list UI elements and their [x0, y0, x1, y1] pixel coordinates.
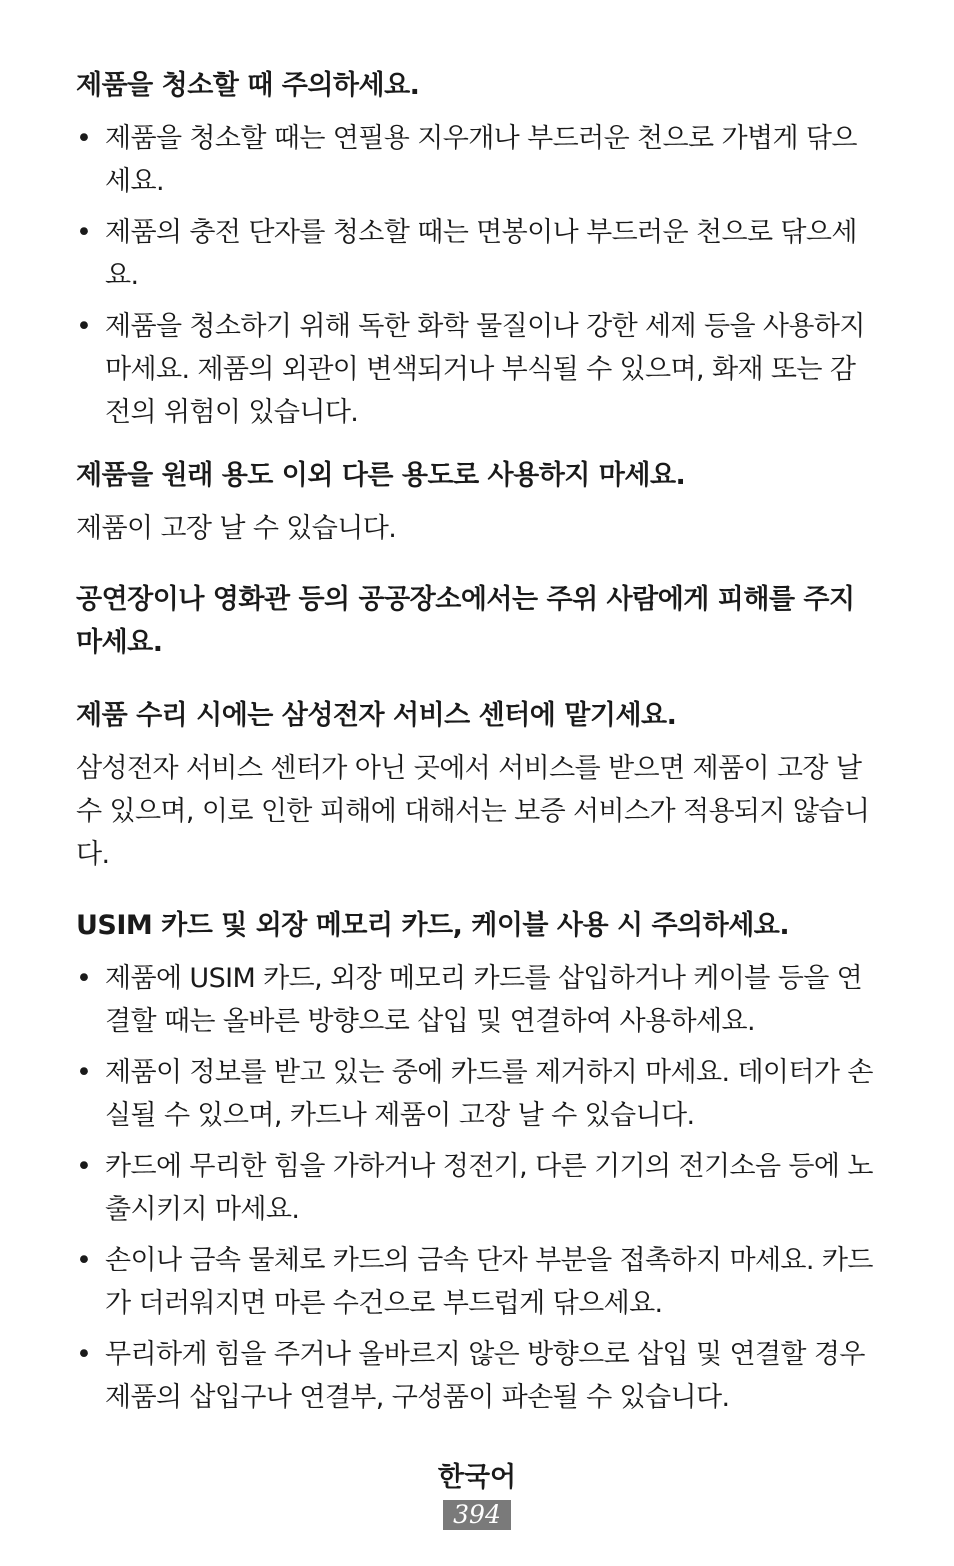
- list-item: [76, 305, 876, 434]
- list-item-text: 카드에 무리한 힘을 가하거나 정전기, 다른 기기의 전기소음 등에 노출시키지 마세요.: [105, 1151, 873, 1225]
- section-heading: 제품을 청소할 때 주의하세요.: [76, 70, 420, 101]
- list-item: [76, 211, 876, 297]
- bullet-list: [76, 117, 876, 434]
- list-item-text: 제품에 USIM 카드, 외장 메모리 카드를 삽입하거나 케이블 등을 연결할 때는 올바른 방향으로 삽입 및 연결하여 사용하세요.: [105, 963, 863, 1037]
- section-cleaning: [76, 64, 876, 434]
- list-item: [76, 1051, 876, 1137]
- list-item: [76, 1239, 876, 1325]
- list-item: [76, 1145, 876, 1231]
- section-cards-cables: [76, 904, 876, 1419]
- section-heading: USIM 카드 및 외장 메모리 카드, 케이블 사용 시 주의하세요.: [76, 910, 790, 941]
- list-item-text: 무리하게 힘을 주거나 올바르지 않은 방향으로 삽입 및 연결할 경우 제품의 삽입구나 연결부, 구성품이 파손될 수 있습니다.: [105, 1339, 865, 1413]
- bullet-icon: •: [76, 963, 92, 994]
- list-item-text: 제품이 정보를 받고 있는 중에 카드를 제거하지 마세요. 데이터가 손실될 수 있으며, 카드나 제품이 고장 날 수 있습니다.: [105, 1057, 873, 1131]
- bullet-icon: •: [76, 217, 92, 248]
- manual-content: [76, 64, 876, 1439]
- bullet-icon: •: [76, 1245, 92, 1276]
- bullet-icon: •: [76, 1151, 92, 1182]
- footer-language: 한국어: [437, 1462, 517, 1493]
- list-item-text: 제품을 청소하기 위해 독한 화학 물질이나 강한 세제 등을 사용하지 마세요. 제품의 외관이 변색되거나 부식될 수 있으며, 화재 또는 감전의 위험이 있습니다.: [105, 311, 865, 428]
- bullet-icon: •: [76, 1339, 92, 1370]
- section-heading: 제품 수리 시에는 삼성전자 서비스 센터에 맡기세요.: [76, 700, 677, 731]
- section-heading: 공연장이나 영화관 등의 공공장소에서는 주위 사람에게 피해를 주지 마세요.: [76, 584, 855, 658]
- page-footer: [0, 1458, 954, 1530]
- list-item: [76, 117, 876, 203]
- list-item-text: 손이나 금속 물체로 카드의 금속 단자 부분을 접촉하지 마세요. 카드가 더러워지면 마른 수건으로 부드럽게 닦으세요.: [105, 1245, 873, 1319]
- list-item: [76, 1333, 876, 1419]
- bullet-icon: •: [76, 123, 92, 154]
- section-intended-use: [76, 454, 876, 550]
- section-text: 제품이 고장 날 수 있습니다.: [76, 513, 397, 544]
- list-item-text: 제품을 청소할 때는 연필용 지우개나 부드러운 천으로 가볍게 닦으세요.: [105, 123, 857, 197]
- section-heading: 제품을 원래 용도 이외 다른 용도로 사용하지 마세요.: [76, 460, 686, 491]
- section-public-places: [76, 578, 876, 664]
- list-item-text: 제품의 충전 단자를 청소할 때는 면봉이나 부드러운 천으로 닦으세요.: [105, 217, 857, 291]
- section-repair: [76, 694, 876, 876]
- bullet-icon: •: [76, 1057, 92, 1088]
- list-item: [76, 957, 876, 1043]
- bullet-list: [76, 957, 876, 1419]
- page-number: 394: [443, 1500, 511, 1530]
- section-text: 삼성전자 서비스 센터가 아닌 곳에서 서비스를 받으면 제품이 고장 날 수 있으며, 이로 인한 피해에 대해서는 보증 서비스가 적용되지 않습니다.: [76, 753, 870, 870]
- bullet-icon: •: [76, 311, 92, 342]
